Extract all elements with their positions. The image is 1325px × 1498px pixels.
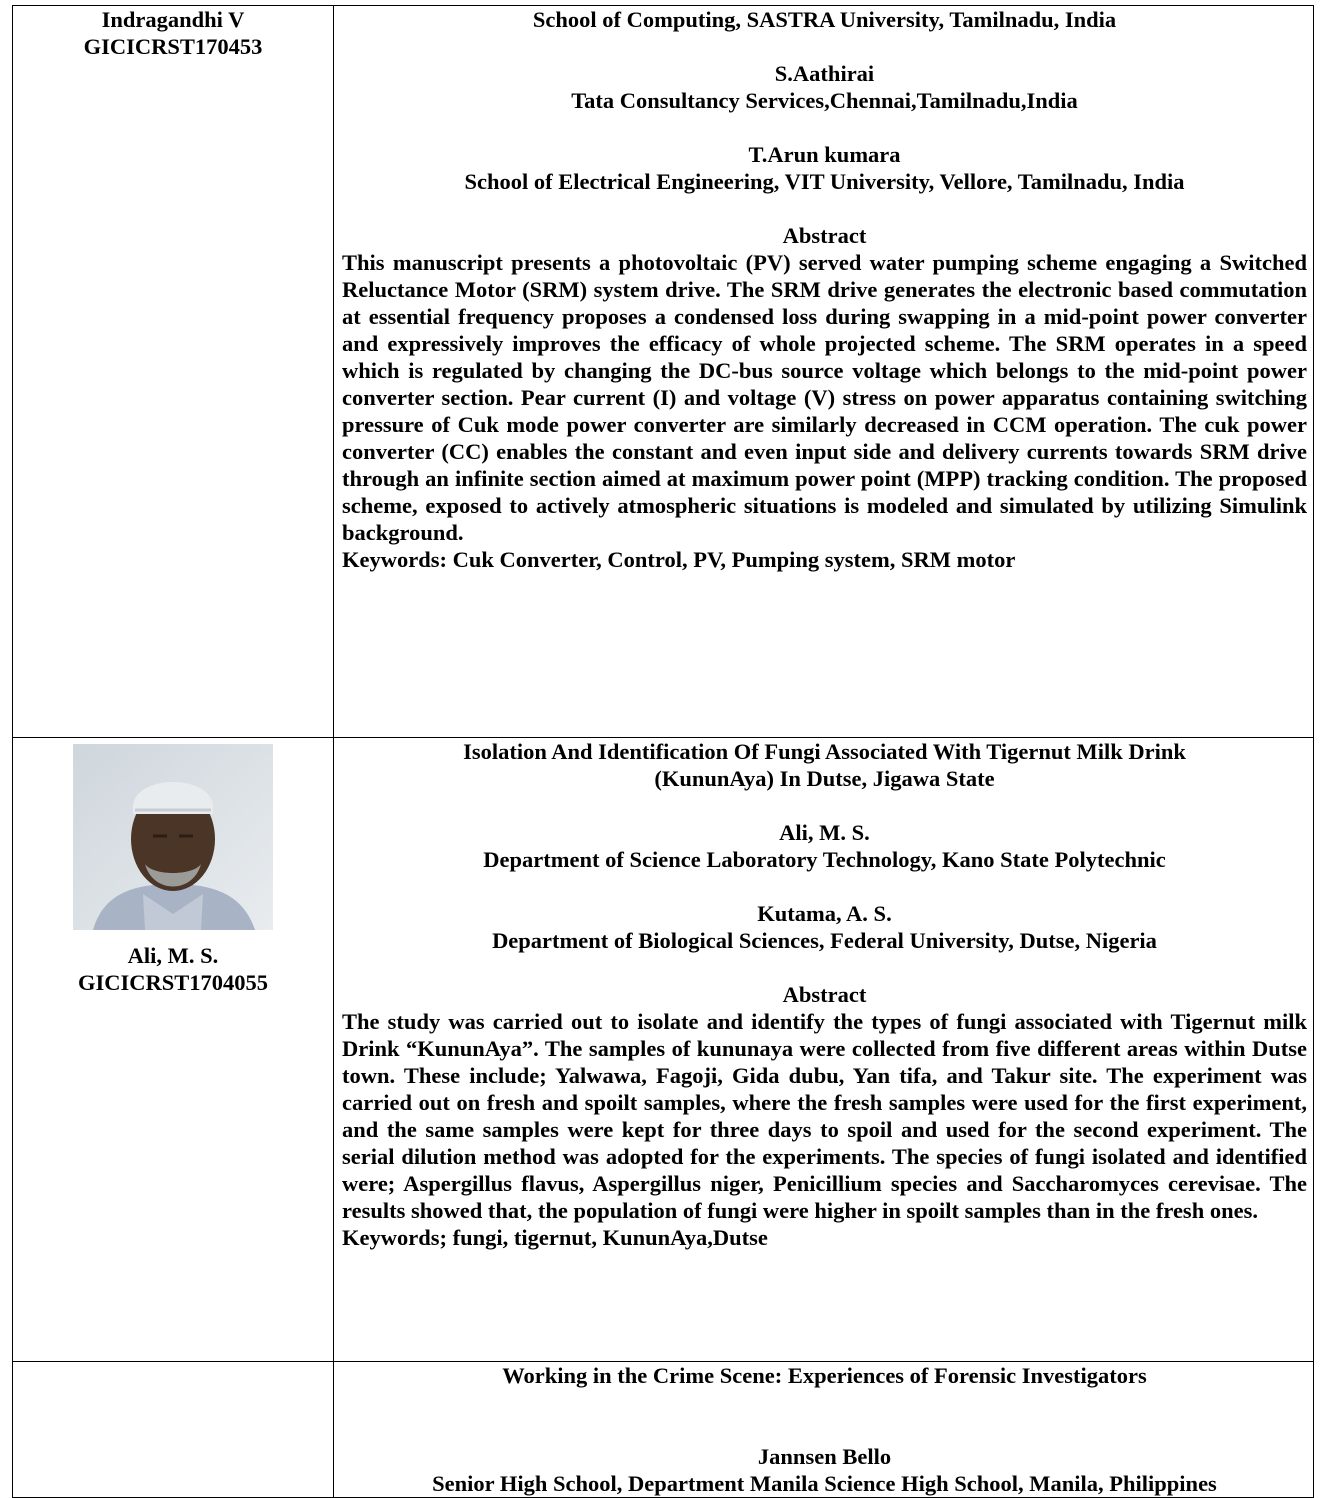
- author-id: GICICRST170453: [83, 34, 263, 59]
- paper-cell: [334, 6, 1314, 738]
- abstract-heading: Abstract: [782, 982, 867, 1007]
- coauthor-name: Kutama, A. S.: [757, 901, 892, 926]
- keywords: Keywords; fungi, tigernut, KununAya,Dutse: [342, 1225, 768, 1250]
- coauthor-affiliation: Department of Biological Sciences, Federal University, Dutse, Nigeria: [492, 928, 1157, 953]
- coauthor-affiliation: School of Electrical Engineering, VIT University, Vellore, Tamilnadu, India: [464, 169, 1185, 194]
- author-id: GICICRST1704055: [77, 970, 269, 995]
- coauthor-affiliation: Department of Science Laboratory Technology, Kano State Polytechnic: [483, 847, 1166, 872]
- table-row: [13, 6, 1314, 738]
- author-name: Ali, M. S.: [127, 943, 219, 968]
- abstract-heading: Abstract: [782, 223, 867, 248]
- author-cell: [13, 738, 334, 1362]
- paper-cell: [334, 738, 1314, 1362]
- coauthor-name: T.Arun kumara: [748, 142, 901, 167]
- paper-title: Working in the Crime Scene: Experiences of Forensic Investigators: [502, 1363, 1147, 1388]
- paper-cell: [334, 1362, 1314, 1498]
- author-name: Indragandhi V: [101, 7, 245, 32]
- paper-title: Isolation And Identification Of Fungi Associated With Tigernut Milk Drink: [463, 739, 1186, 764]
- proceedings-table: [12, 5, 1314, 1498]
- coauthor-affiliation: Tata Consultancy Services,Chennai,Tamilnadu,India: [571, 88, 1078, 113]
- keywords: Keywords: Cuk Converter, Control, PV, Pumping system, SRM motor: [342, 547, 1016, 572]
- author-cell: [13, 6, 334, 738]
- table-row: [13, 1362, 1314, 1498]
- coauthor-name: Ali, M. S.: [779, 820, 870, 845]
- coauthor-name: S.Aathirai: [774, 61, 875, 86]
- author-cell: [13, 1362, 334, 1498]
- abstract-text: This manuscript presents a photovoltaic (PV) served water pumping scheme engaging a Switched Reluctance Motor (SRM) system drive. The SRM drive generates the electronic based commutation at essential frequency proposes a condensed loss during swapping in a mid-point power converter and expressively improves the efficacy of whole projected scheme. The SRM operates in a speed which is regulated by changing the DC-bus source voltage which belongs to the mid-point power converter section. Pear current (I) and voltage (V) stress on power apparatus containing switching pressure of Cuk mode power converter are similarly decreased in CCM operation. The cuk power converter (CC) enables the constant and even input side and delivery currents towards SRM drive through an infinite section aimed at maximum power point (MPP) tracking condition. The proposed scheme, exposed to actively atmospheric situations is modeled and simulated by utilizing Simulink background.: [342, 250, 1308, 545]
- coauthor-name: Jannsen Bello: [757, 1444, 892, 1469]
- abstract-text: The study was carried out to isolate and identify the types of fungi associated with Tigernut milk Drink “KununAya”. The samples of kununaya were collected from five different areas within Dutse town. These include; Yalwawa, Fagoji, Gida dubu, Yan tifa, and Takur site. The experiment was carried out on fresh and spoilt samples, where the fresh samples were used for the first experiment, and the same samples were kept for three days to spoil and used for the second experiment. The serial dilution method was adopted for the experiments. The species of fungi isolated and identified were; Aspergillus flavus, Aspergillus niger, Penicillium species and Saccharomyces cerevisae. The results showed that, the population of fungi were higher in spoilt samples than in the fresh ones.: [342, 1009, 1308, 1223]
- author-photo: [73, 744, 273, 930]
- coauthor-affiliation: Senior High School, Department Manila Science High School, Manila, Philippines: [432, 1471, 1217, 1496]
- paper-title: School of Computing, SASTRA University, Tamilnadu, India: [532, 7, 1117, 32]
- table-row: [13, 738, 1314, 1362]
- paper-title: (KununAya) In Dutse, Jigawa State: [654, 766, 995, 791]
